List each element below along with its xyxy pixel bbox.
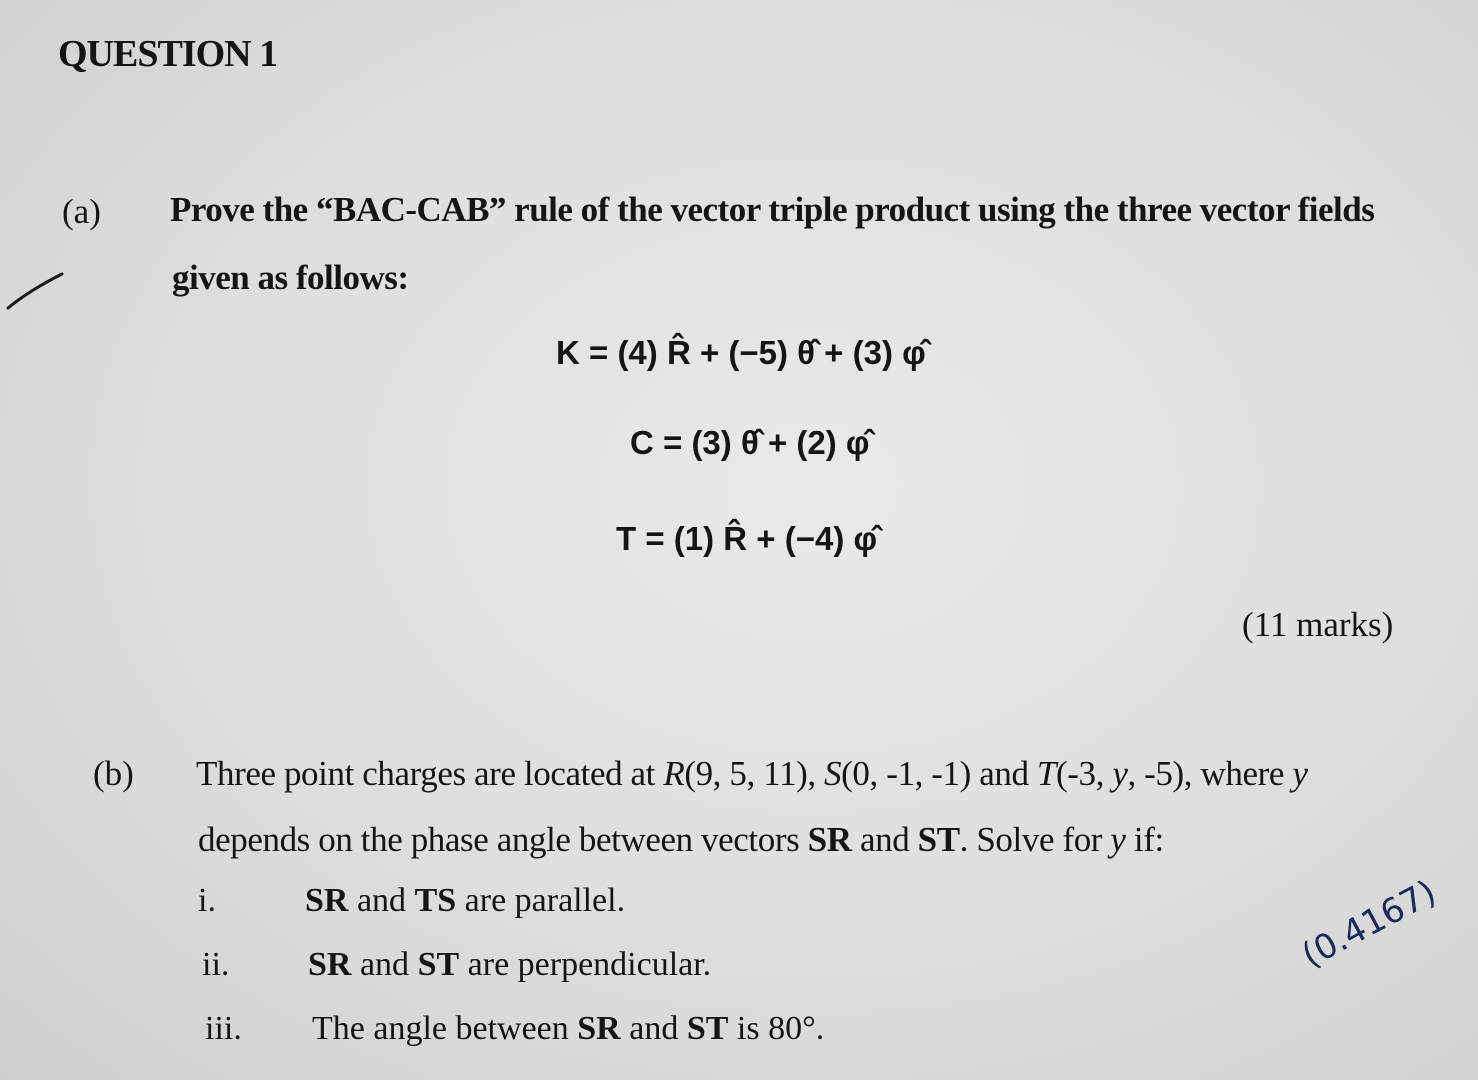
text-span: are perpendicular.	[459, 946, 712, 983]
text-span: if:	[1125, 820, 1164, 859]
point-R-label: R	[663, 754, 685, 793]
item-ii-text	[308, 946, 711, 984]
marks-allocation: (11 marks)	[1242, 605, 1394, 644]
part-a-text-line2: given as follows:	[172, 258, 409, 297]
text-span: and	[351, 946, 418, 983]
part-b-text-line2	[198, 820, 1164, 860]
vector-SR: SR	[807, 820, 852, 859]
vector-SR: SR	[577, 1010, 621, 1047]
equation-K: K = (4) R̂ + (−5) θ̂ + (3) φ̂	[556, 334, 926, 371]
part-b-text-line1	[196, 754, 1307, 794]
variable-y: y	[1110, 820, 1126, 859]
vector-TS: TS	[414, 882, 457, 919]
part-a-text-line1: Prove the “BAC-CAB” rule of the vector triple product using the three vector fields	[170, 190, 1375, 229]
text-span: Three point charges are located at	[196, 754, 664, 793]
equation-C: C = (3) θ̂ + (2) φ̂	[630, 424, 870, 461]
item-number-ii: ii.	[202, 946, 230, 983]
text-span: . Solve for	[959, 820, 1111, 859]
text-span: depends on the phase angle between vectors	[198, 820, 808, 859]
item-number-iii: iii.	[205, 1010, 242, 1047]
part-b-label: (b)	[93, 754, 134, 793]
question-title: QUESTION 1	[58, 33, 278, 75]
vector-SR: SR	[308, 946, 352, 983]
text-span: (-3,	[1056, 754, 1113, 793]
variable-y: y	[1112, 754, 1128, 793]
text-span: and	[851, 820, 918, 859]
item-iii-text	[312, 1010, 824, 1048]
handwritten-note-text: (0.4167)	[1295, 872, 1443, 976]
text-span: is 80°.	[728, 1010, 825, 1047]
equation-T: T = (1) R̂ + (−4) φ̂	[616, 520, 878, 557]
text-span: The angle between	[312, 1010, 578, 1047]
vector-SR: SR	[305, 882, 349, 919]
text-span: , -5), where	[1127, 754, 1293, 793]
vector-ST: ST	[417, 946, 460, 983]
text-span: are parallel.	[456, 882, 626, 919]
handwritten-tick-mark	[0, 262, 80, 322]
text-span: (0, -1, -1) and	[841, 754, 1037, 793]
point-S-label: S	[824, 754, 842, 793]
text-span: and	[620, 1010, 687, 1047]
text-span: and	[348, 882, 415, 919]
item-i-text	[305, 882, 625, 920]
vector-ST: ST	[917, 820, 960, 859]
part-a-label: (a)	[62, 192, 101, 231]
variable-y: y	[1292, 754, 1308, 793]
vector-ST: ST	[686, 1010, 729, 1047]
item-number-i: i.	[198, 882, 216, 919]
text-span: (9, 5, 11),	[684, 754, 825, 793]
handwritten-annotation	[1290, 850, 1478, 990]
point-T-label: T	[1036, 754, 1056, 793]
